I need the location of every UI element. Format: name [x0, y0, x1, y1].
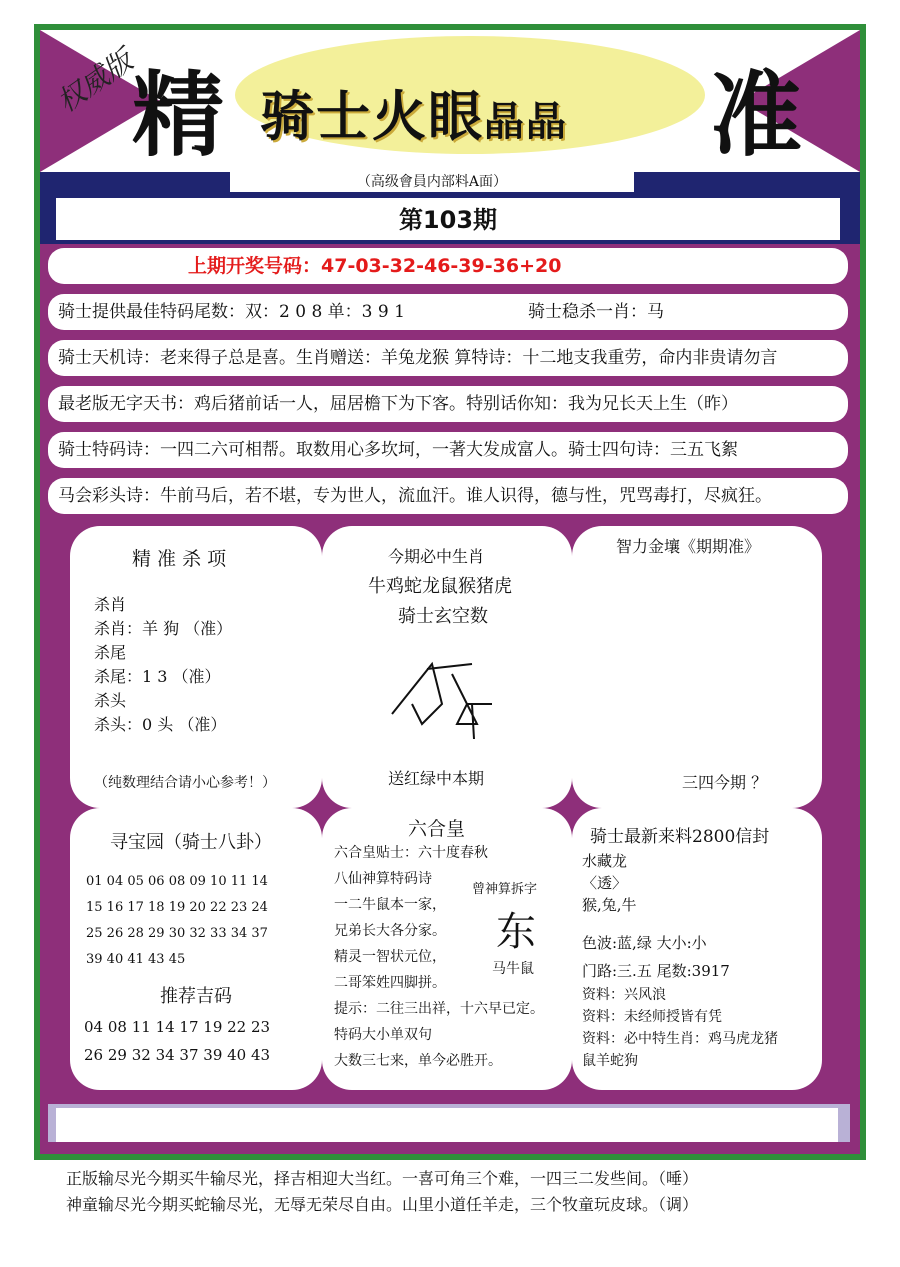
liuhe-line-6: 二哥笨姓四脚拼。 — [334, 975, 446, 991]
recommend-nums-2: 26 29 32 34 37 39 40 43 — [84, 1046, 271, 1064]
kill-title: 精 准 杀 项 — [132, 548, 227, 570]
treasure-nums-1: 01 04 05 06 08 09 10 11 14 — [86, 874, 268, 889]
kill-line-5: 杀头 — [94, 691, 127, 710]
page-title — [260, 74, 568, 151]
latest-title: 骑士最新来料2800信封 — [590, 827, 770, 847]
header — [40, 30, 860, 172]
signature-sketch — [382, 644, 512, 744]
kill-line-3: 杀尾 — [94, 643, 127, 662]
liuhe-line-9: 大数三七来，单今必胜开。 — [334, 1053, 502, 1069]
latest-box — [572, 808, 822, 1090]
tail-numbers: 骑士提供最佳特码尾数：双：2 0 8 单：3 9 1 — [58, 302, 405, 322]
wisdom-box — [572, 526, 822, 808]
zodiac-box — [322, 526, 572, 808]
latest-line-5: 色波:蓝,绿 大小:小 — [582, 934, 707, 952]
liuhe-line-4: 兄弟长大各分家。 — [334, 923, 446, 939]
kill-line-1: 杀肖 — [94, 595, 127, 614]
recommend-title: 推荐吉码 — [160, 986, 232, 1007]
liuhe-title: 六合皇 — [408, 818, 466, 840]
poem-2: 最老版无字天书：鸡后猪前话一人，屈居檐下为下客。特别话你知：我为兄长天上生（昨） — [58, 394, 738, 414]
authority-badge: 权威版 — [50, 43, 139, 119]
liuhe-line-7: 提示：二往三出祥，十六早已定。 — [334, 1001, 544, 1017]
last-draw-row — [48, 248, 848, 284]
recommend-nums-1: 04 08 11 14 17 19 22 23 — [84, 1018, 271, 1036]
poem-4: 马会彩头诗：牛前马后，若不堪，专为世人，流血汗。谁人识得，德与性，咒骂毒打，尽疯狂。 — [58, 486, 772, 506]
title-main: 骑士火眼 — [260, 84, 484, 148]
wisdom-title: 智力金壤《期期准》 — [616, 537, 761, 556]
side-char: 东 — [496, 909, 536, 955]
latest-line-9: 资料：必中特生肖：鸡马虎龙猪 — [582, 1031, 778, 1047]
latest-line-7: 资料：兴风浪 — [582, 987, 666, 1003]
subtitle: （高级會員内部料A面） — [230, 172, 634, 192]
liuhe-line-5: 精灵一智状元位， — [334, 949, 446, 965]
tail-row — [48, 294, 848, 330]
kill-line-6: 杀头：0 头 （准） — [94, 715, 227, 734]
poem-row-3 — [48, 432, 848, 468]
kill-line-4: 杀尾：1 3 （准） — [94, 667, 221, 686]
footer-line-1: 正版输尽光今期买牛输尽光，择吉相迎大当红。一喜可角三个难，一四三二发些间。（唾） — [66, 1169, 699, 1188]
left-big-char: 精 — [132, 61, 225, 169]
zodiac-line-2: 牛鸡蛇龙鼠猴猪虎 — [368, 576, 512, 597]
side-title: 曾神算拆字 — [472, 882, 538, 897]
kill-line-2: 杀肖：羊 狗 （准） — [94, 619, 233, 638]
footer-line-2: 神童输尽光今期买蛇输尽光，无辱无荣尽自由。山里小道任羊走，三个牧童玩皮球。（调） — [66, 1195, 699, 1214]
issue-number: 第103期 — [56, 198, 840, 240]
poem-3: 骑士特码诗：一四二六可相帮。取数用心多坎坷，一著大发成富人。骑士四句诗：三五飞絮 — [58, 440, 738, 460]
treasure-box — [70, 808, 322, 1090]
liuhe-line-8: 特码大小单双句 — [334, 1027, 432, 1043]
latest-line-10: 鼠羊蛇狗 — [582, 1053, 638, 1069]
poem-row-1 — [48, 340, 848, 376]
title-small: 晶晶 — [484, 98, 568, 145]
zodiac-line-1: 今期必中生肖 — [388, 547, 485, 566]
latest-line-6: 门路:三.五 尾数:3917 — [582, 962, 730, 980]
poem-1: 骑士天机诗：老来得子总是喜。生肖赠送：羊兔龙猴 算特诗：十二地支我重劳，命内非贵请勿言 — [58, 348, 778, 368]
kill-zodiac: 骑士稳杀一肖：马 — [528, 302, 664, 322]
zodiac-line-3: 骑士玄空数 — [398, 606, 488, 627]
liuhe-line-2: 八仙神算特码诗 — [334, 871, 432, 887]
zodiac-line-4: 送红绿中本期 — [388, 769, 485, 788]
wisdom-note: 三四今期 ？ — [682, 773, 768, 792]
latest-line-3: 猴,兔,牛 — [582, 896, 637, 914]
poem-row-4 — [48, 478, 848, 514]
side-sub: 马牛鼠 — [492, 961, 534, 977]
kill-box — [70, 526, 322, 808]
treasure-nums-2: 15 16 17 18 19 20 22 23 24 — [86, 900, 268, 915]
last-draw: 上期开奖号码：47-03-32-46-39-36+20 — [188, 255, 562, 277]
latest-line-8: 资料：未经师授皆有凭 — [582, 1009, 722, 1025]
kill-note: （纯数理结合请小心参考！） — [94, 775, 276, 791]
liuhe-line-1: 六合皇贴士：六十度春秋 — [334, 845, 488, 861]
treasure-title: 寻宝园（骑士八卦） — [110, 832, 272, 853]
treasure-nums-3: 25 26 28 29 30 32 33 34 37 — [86, 926, 268, 941]
latest-line-1: 水藏龙 — [582, 852, 628, 870]
liuhe-line-3: 一二牛鼠本一家， — [334, 897, 446, 913]
poem-row-2 — [48, 386, 848, 422]
liuhe-box — [322, 808, 572, 1090]
treasure-nums-4: 39 40 41 43 45 — [86, 952, 186, 967]
latest-line-2: 〈透〉 — [582, 874, 628, 892]
bottom-blank — [56, 1108, 838, 1142]
right-big-char: 准 — [710, 61, 803, 169]
